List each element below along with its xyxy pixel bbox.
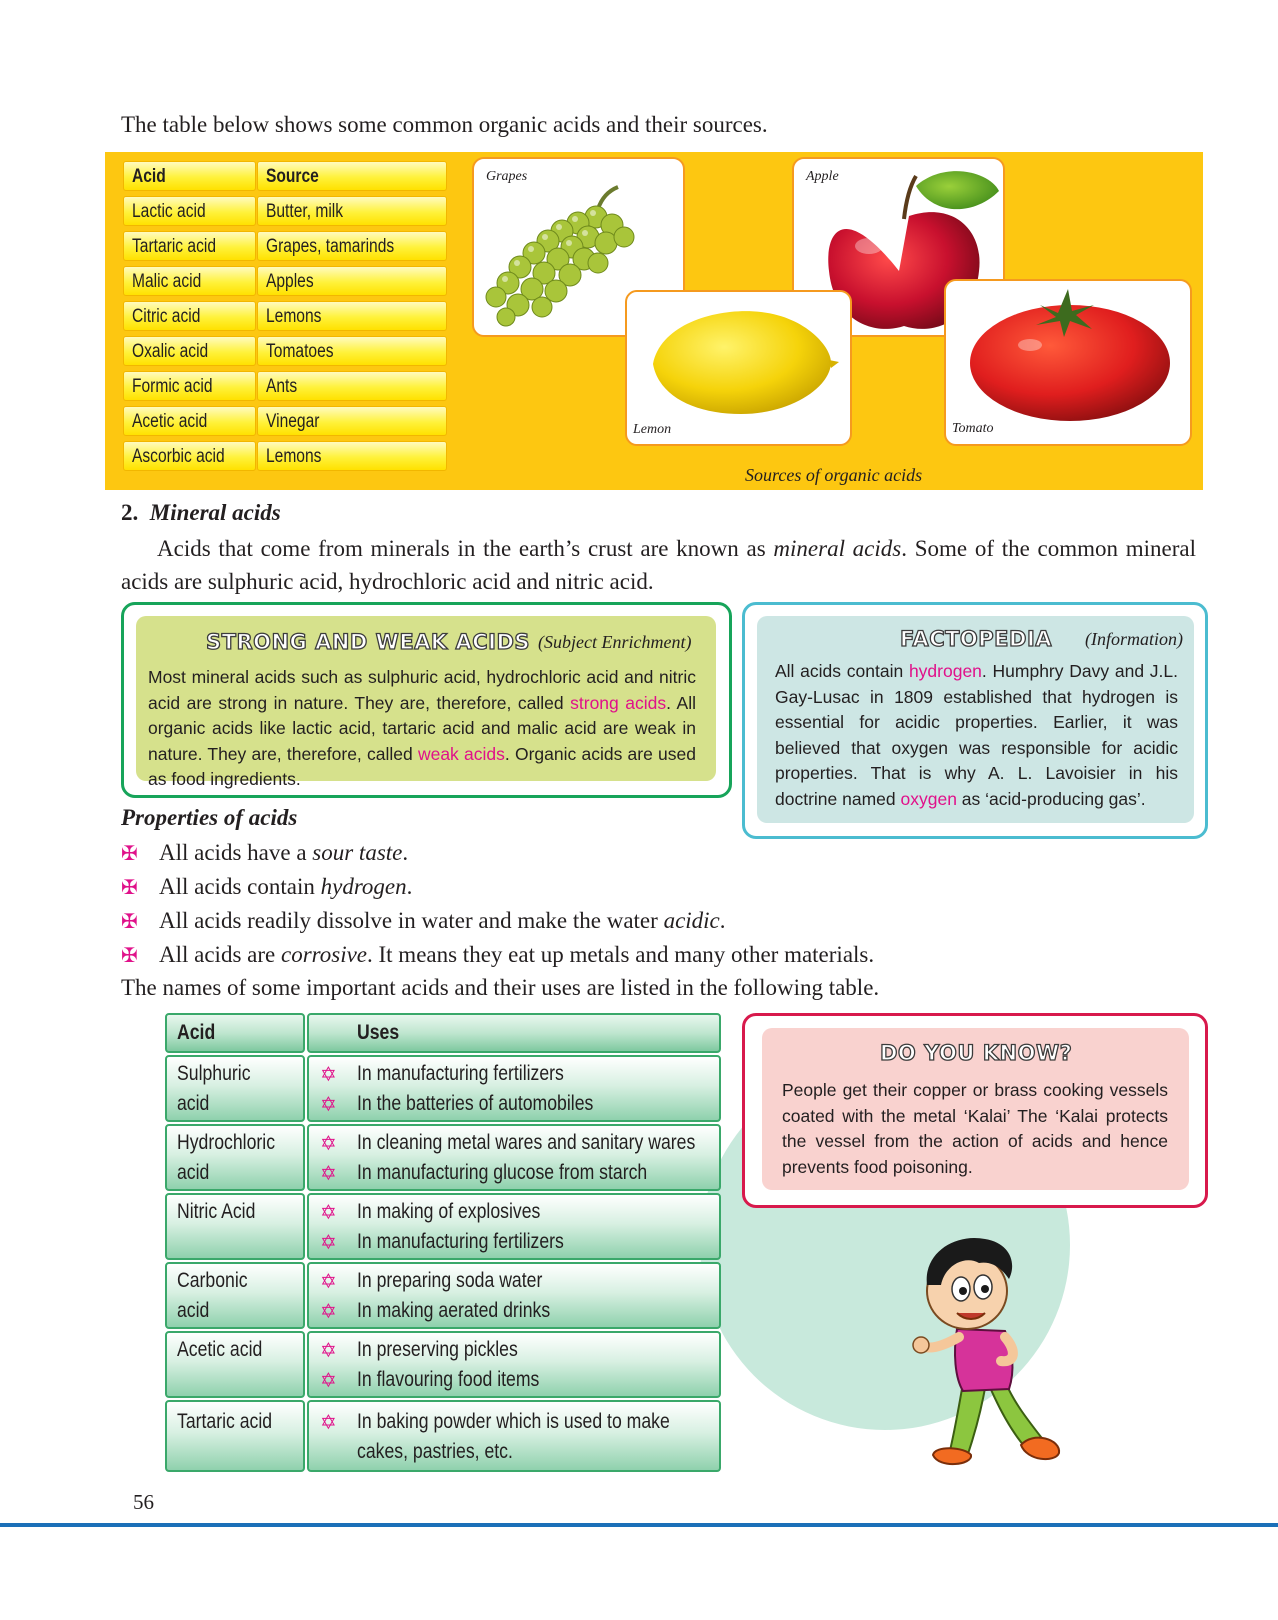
source-cell: Vinegar	[257, 406, 447, 436]
star-icon: ✡	[320, 1410, 337, 1434]
grapes-label: Grapes	[486, 169, 528, 184]
source-cell: Apples	[257, 266, 447, 296]
list-item: ✠ All acids readily dissolve in water and make the water acidic.	[121, 908, 726, 933]
use-item: In making aerated drinks	[357, 1299, 551, 1322]
section-heading	[121, 500, 281, 526]
use-item: In flavouring food items	[357, 1368, 540, 1391]
use-item: In manufacturing fertilizers	[357, 1062, 564, 1085]
star-icon: ✡	[320, 1299, 337, 1323]
acid-name: Nitric Acid	[177, 1200, 256, 1223]
page-number: 56	[133, 1490, 154, 1514]
star-icon: ✡	[320, 1368, 337, 1392]
source-cell: Lemons	[257, 441, 447, 471]
star-icon: ✡	[320, 1269, 337, 1293]
do-you-know-text: People get their copper or brass cooking vessels coated with the metal ‘Kalai’ The ‘Kalai protects the vessel from the action of acids and hence prevents food poisoning.	[782, 1080, 1168, 1177]
use-item: In manufacturing glucose from starch	[357, 1161, 648, 1184]
tomato-image	[960, 283, 1180, 423]
acid-uses-table	[165, 1013, 721, 1483]
header-label: Uses	[357, 1021, 400, 1044]
lemon-image	[641, 302, 841, 422]
use-item: In baking powder which is used to make	[357, 1410, 670, 1433]
acid-cell: Oxalic acid	[123, 336, 256, 366]
acid-cell: Malic acid	[123, 266, 256, 296]
factopedia-note: (Information)	[1085, 629, 1183, 649]
use-item: In making of explosives	[357, 1200, 541, 1223]
source-cell: Lemons	[257, 301, 447, 331]
mineral-paragraph: Acids that come from minerals in the earth’s crust are known as mineral acids. Some of the common mineral acids are sulphuric acid, hydrochloric acid and nitric acid.	[121, 536, 1196, 594]
cartoon-boy-illustration	[905, 1233, 1065, 1478]
use-item: In preserving pickles	[357, 1338, 518, 1361]
acid-cell: Lactic acid	[123, 196, 256, 226]
star-icon: ✡	[320, 1092, 337, 1116]
acid-name: acid	[177, 1092, 210, 1115]
list-item: ✠ All acids have a sour taste.	[121, 840, 409, 865]
maltese-cross-icon: ✠	[121, 911, 138, 933]
star-icon: ✡	[320, 1161, 337, 1185]
footer-rule	[0, 1523, 1278, 1527]
lemon-photo-card	[625, 290, 852, 446]
strong-weak-text: Most mineral acids such as sulphuric acid, hydrochloric acid and nitric acid are strong in nature. They are, therefore, called strong acids. All organic acids like lactic acid, tartaric acid and malic acid are weak in nature. They are, therefore, called weak acids. Organic acids are used as food ingredients.	[148, 667, 696, 789]
intro-text: The table below shows some common organic acids and their sources.	[121, 112, 768, 137]
star-icon: ✡	[320, 1200, 337, 1224]
source-cell: Grapes, tamarinds	[257, 231, 447, 261]
apple-label: Apple	[806, 169, 839, 184]
acid-name: acid	[177, 1161, 210, 1184]
uses-intro: The names of some important acids and their uses are listed in the following table.	[121, 975, 880, 1000]
header-label: Acid	[177, 1021, 216, 1044]
table-header-acid: Acid	[123, 161, 256, 191]
acid-name: Carbonic	[177, 1269, 248, 1292]
factopedia-title: FACTOPEDIA	[900, 627, 1053, 651]
source-cell: Tomatoes	[257, 336, 447, 366]
maltese-cross-icon: ✠	[121, 945, 138, 967]
use-item: In cleaning metal wares and sanitary wares	[357, 1131, 696, 1154]
acid-cell: Formic acid	[123, 371, 256, 401]
factopedia-text: All acids contain hydrogen. Humphry Davy and J.L. Gay-Lusac in 1809 established that hydrogen is essential for acidic properties. Earlier, it was believed that oxygen was responsible for acidic properties. That is why A. L. Lavoisier in his doctrine named oxygen as ‘acid-producing gas’.	[775, 661, 1178, 809]
star-icon: ✡	[320, 1062, 337, 1086]
use-item: In preparing soda water	[357, 1269, 543, 1292]
properties-heading: Properties of acids	[121, 805, 298, 830]
acid-cell: Acetic acid	[123, 406, 256, 436]
lemon-label: Lemon	[633, 422, 672, 437]
acid-name: Tartaric acid	[177, 1410, 273, 1433]
maltese-cross-icon: ✠	[121, 843, 138, 865]
tomato-label: Tomato	[952, 421, 994, 436]
acid-cell: Ascorbic acid	[123, 441, 256, 471]
tomato-photo-card	[944, 279, 1192, 446]
strong-weak-note: (Subject Enrichment)	[538, 632, 692, 652]
section-title: Mineral acids	[149, 500, 281, 525]
use-item: cakes, pastries, etc.	[357, 1440, 513, 1463]
use-item: In the batteries of automobiles	[357, 1092, 594, 1115]
source-cell: Butter, milk	[257, 196, 447, 226]
maltese-cross-icon: ✠	[121, 877, 138, 899]
list-item: ✠ All acids contain hydrogen.	[121, 874, 413, 899]
table-header-source: Source	[257, 161, 447, 191]
strong-weak-title: STRONG AND WEAK ACIDS	[206, 630, 531, 654]
list-item: ✠ All acids are corrosive. It means they eat up metals and many other materials.	[121, 942, 875, 967]
acid-name: Hydrochloric	[177, 1131, 276, 1154]
photo-caption: Sources of organic acids	[745, 465, 923, 485]
section-number: 2.	[121, 500, 139, 525]
use-item: In manufacturing fertilizers	[357, 1230, 564, 1253]
acid-name: Sulphuric	[177, 1062, 251, 1085]
star-icon: ✡	[320, 1230, 337, 1254]
acid-name: Acetic acid	[177, 1338, 263, 1361]
source-cell: Ants	[257, 371, 447, 401]
star-icon: ✡	[320, 1131, 337, 1155]
acid-cell: Tartaric acid	[123, 231, 256, 261]
star-icon: ✡	[320, 1338, 337, 1362]
do-you-know-title: DO YOU KNOW?	[880, 1041, 1073, 1065]
acid-name: acid	[177, 1299, 210, 1322]
acid-cell: Citric acid	[123, 301, 256, 331]
